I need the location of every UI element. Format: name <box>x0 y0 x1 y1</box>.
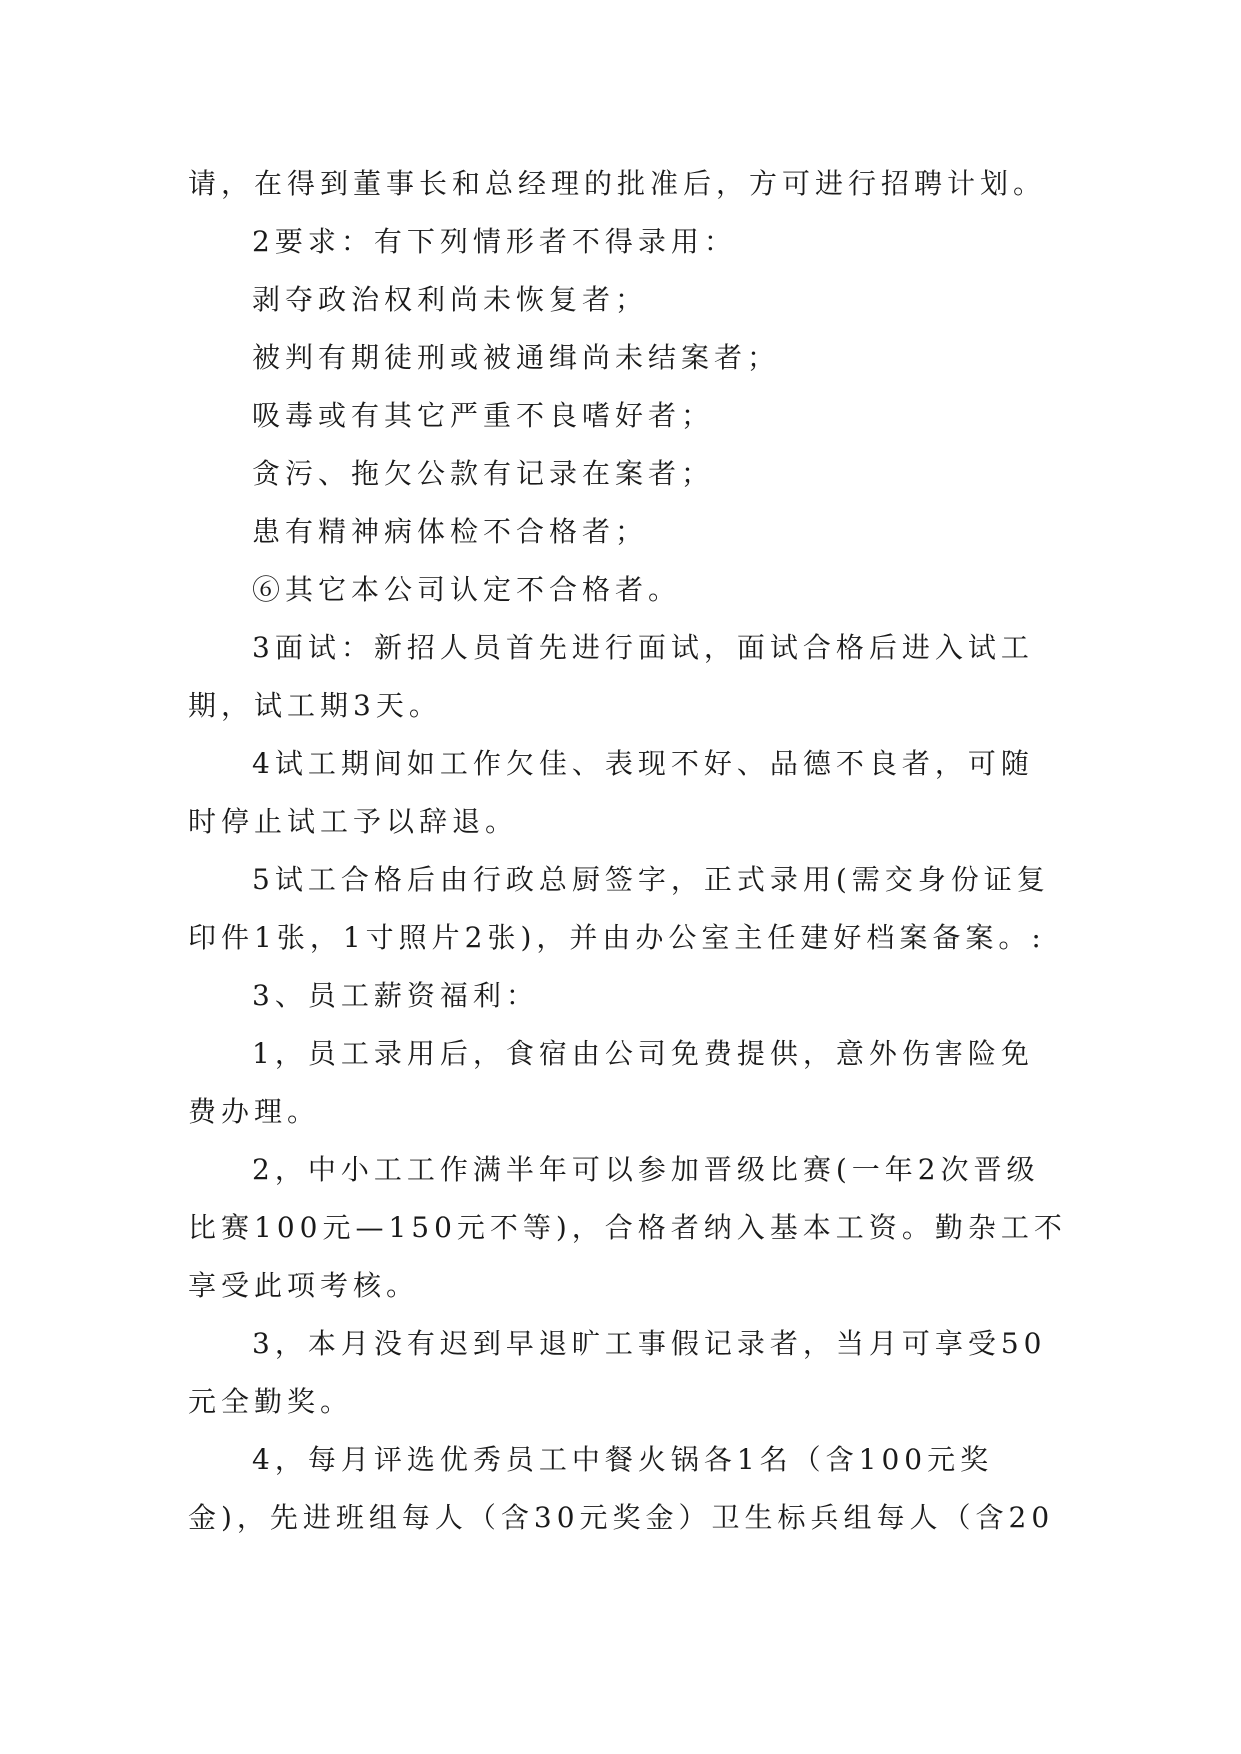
text-line: 享受此项考核。 <box>188 1269 420 1302</box>
text-line: 1，员工录用后，食宿由公司免费提供，意外伤害险免 <box>252 1037 1034 1070</box>
text-line: 贪污、拖欠公款有记录在案者； <box>252 457 715 490</box>
text-line: 期，试工期3天。 <box>188 689 442 722</box>
text-line: 比赛100元—150元不等)，合格者纳入基本工资。勤杂工不 <box>188 1211 1067 1244</box>
text-line: 印件1张，1寸照片2张)，并由办公室主任建好档案备案。: <box>188 921 1046 954</box>
text-line: 患有精神病体检不合格者； <box>252 515 649 548</box>
text-line: 时停止试工予以辞退。 <box>188 805 519 838</box>
text-line: 4，每月评选优秀员工中餐火锅各1名（含100元奖 <box>252 1443 994 1476</box>
text-line: 金)，先进班组每人（含30元奖金）卫生标兵组每人（含20 <box>188 1501 1055 1534</box>
text-line: 3、员工薪资福利： <box>252 979 539 1012</box>
text-line: 2要求：有下列情形者不得录用： <box>252 225 737 258</box>
document-body <box>188 155 1067 1547</box>
text-line: 2，中小工工作满半年可以参加晋级比赛(一年2次晋级 <box>252 1153 1040 1186</box>
text-line: 请，在得到董事长和总经理的批准后，方可进行招聘计划。 <box>188 167 1047 200</box>
text-line: 4试工期间如工作欠佳、表现不好、品德不良者，可随 <box>252 747 1034 780</box>
text-line: 吸毒或有其它严重不良嗜好者； <box>252 399 715 432</box>
text-line: 元全勤奖。 <box>188 1385 354 1418</box>
text-line: ⑥其它本公司认定不合格者。 <box>252 573 682 606</box>
text-line: 费办理。 <box>188 1095 321 1128</box>
text-line: 5试工合格后由行政总厨签字，正式录用(需交身份证复 <box>252 863 1050 896</box>
text-line: 剥夺政治权利尚未恢复者； <box>252 283 649 316</box>
text-line: 3，本月没有迟到早退旷工事假记录者，当月可享受50 <box>252 1327 1047 1360</box>
text-line: 3面试：新招人员首先进行面试，面试合格后进入试工 <box>252 631 1034 664</box>
text-line: 被判有期徒刑或被通缉尚未结案者； <box>252 341 781 374</box>
